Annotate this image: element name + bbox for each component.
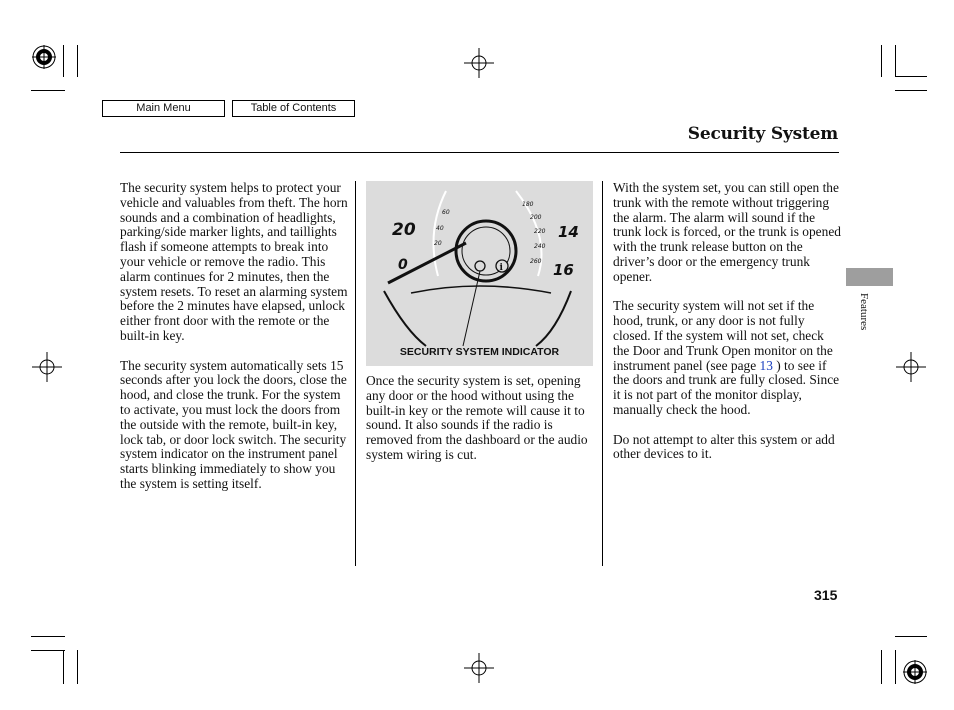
tick-label: 220 <box>534 228 546 235</box>
registration-crosshair-bottom <box>464 653 494 683</box>
table-of-contents-button[interactable]: Table of Contents <box>232 100 355 117</box>
tick-label: 40 <box>436 225 444 232</box>
column-3 <box>613 181 841 477</box>
figure-caption: SECURITY SYSTEM INDICATOR <box>399 346 560 358</box>
paragraph: Once the security system is set, opening any door or the hood without using the built-in key or the remote will cause it to sound. It also sounds if the radio is removed from the dashboard or the audio system wiring is cut. <box>366 373 588 462</box>
page-link[interactable]: 13 <box>759 357 773 373</box>
registration-crosshair-right <box>896 352 926 382</box>
tick-label: 60 <box>442 209 450 216</box>
paragraph: The security system helps to protect your vehicle and valuables from theft. The horn sounds and a combination of headlights, parking/side marker lights, and taillights flash if someone attempts to break into your vehicle or remove the radio. This alarm continues for 2 minutes, then the system resets. To reset an alarming system before the 2 minutes have elapsed, unlock either front door with the remote or the built-in key. <box>120 180 348 343</box>
paragraph: With the system set, you can still open the trunk with the remote without triggering the alarm. The alarm will sound if the trunk lock is forced, or the trunk is opened with the trunk release button on the driver’s door or the emergency trunk opener. <box>613 180 841 284</box>
column-divider <box>602 181 603 566</box>
registration-crosshair-top <box>464 48 494 78</box>
tick-label: 20 <box>434 240 442 247</box>
column-divider <box>355 181 356 566</box>
main-menu-button[interactable]: Main Menu <box>102 100 225 117</box>
tick-label: 180 <box>522 201 534 208</box>
gauge-number: 14 <box>558 223 579 241</box>
column-2 <box>366 374 595 478</box>
gauge-number: 16 <box>553 261 574 279</box>
title-rule <box>120 152 839 153</box>
instrument-panel-figure <box>366 181 593 366</box>
registration-target-bottom-right <box>903 660 927 684</box>
paragraph: The security system will not set if the hood, trunk, or any door is not fully closed. If the system will not set, check the Door and Trunk Open monitor on the instrument panel (see page 13 ) to see if the doors and trunk are fully closed. Since it is not part of the monitor display, manually check the hood. <box>613 298 840 417</box>
gauge-number: 0 <box>398 257 408 273</box>
paragraph: The security system automatically sets 15 seconds after you lock the doors, close the hood, and close the trunk. For the system to activate, you must lock the doors from the outside with the remote, built-in key, lock tab, or door lock switch. The security system indicator on the instrument panel starts blinking immediately to show you the system is setting itself. <box>120 357 347 491</box>
section-tab[interactable] <box>846 268 893 286</box>
column-1 <box>120 181 351 507</box>
tick-label: 240 <box>534 243 546 250</box>
svg-text:i: i <box>499 263 503 273</box>
tick-label: 260 <box>530 258 542 265</box>
page-number: 315 <box>814 587 838 603</box>
gauge-illustration <box>366 181 593 366</box>
registration-target-top-left <box>32 45 56 69</box>
paragraph: Do not attempt to alter this system or add other devices to it. <box>613 431 835 462</box>
registration-crosshair-left <box>32 352 62 382</box>
gauge-number: 20 <box>392 220 416 240</box>
page-title: Security System <box>687 124 838 144</box>
section-tab-label: Features <box>858 293 870 331</box>
tick-label: 200 <box>530 214 542 221</box>
